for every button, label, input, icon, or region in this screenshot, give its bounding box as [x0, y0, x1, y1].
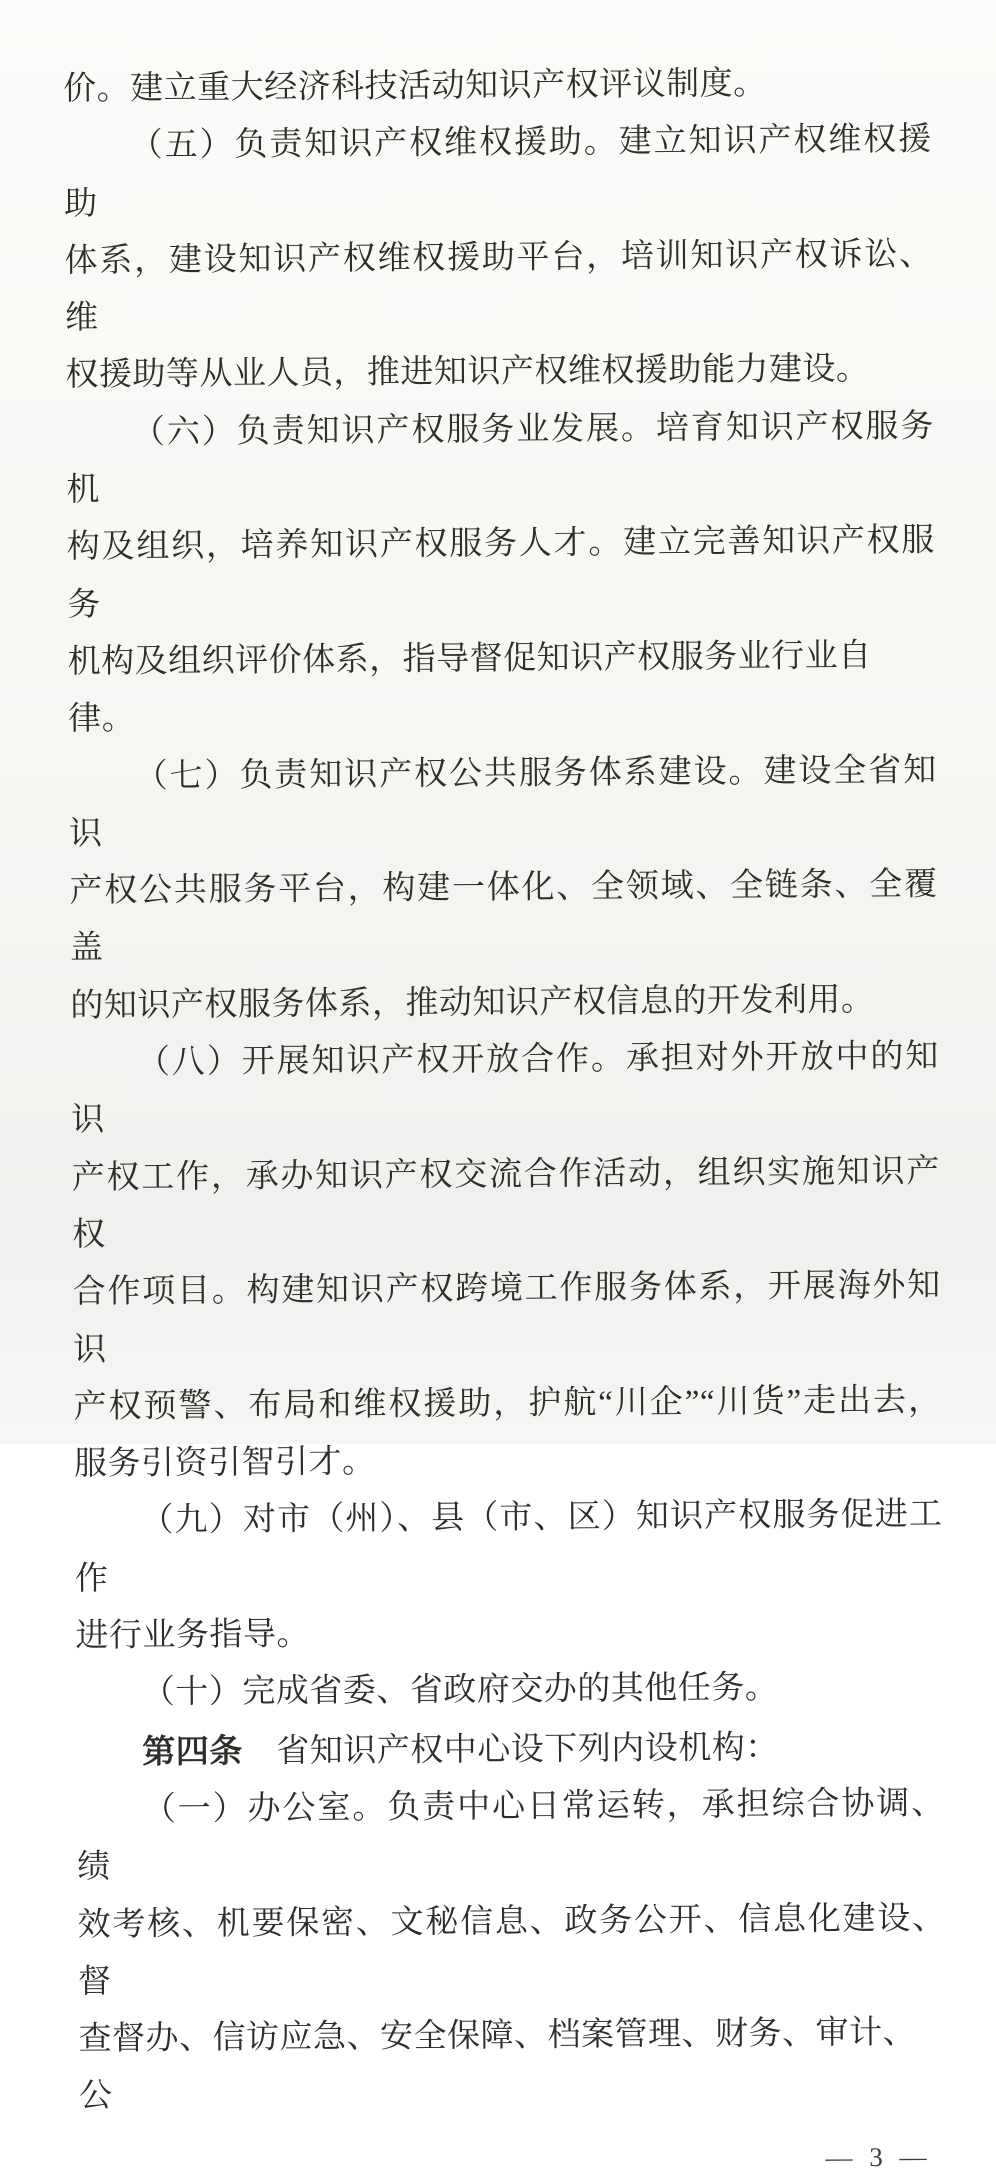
document-content [63, 55, 948, 2179]
text-segment: 省知识产权中心设下列内设机构： [242, 1729, 779, 1770]
paragraph [77, 1775, 948, 2126]
text-segment: 产权公共服务平台，构建一体化、全领域、全链条、全覆盖 [69, 866, 938, 967]
text-line [78, 2005, 947, 2126]
text-line [74, 1487, 943, 1608]
text-line [75, 1602, 943, 1666]
text-segment: （七）负责知识产权公共服务体系建设。建设全省知识 [68, 752, 937, 853]
text-segment: 的知识产权服务体系，推动知识产权信息的开发利用。 [70, 981, 875, 1025]
text-line [73, 1372, 941, 1436]
text-segment: 机构及组织评价体系，指导督促知识产权服务业行业自律。 [67, 638, 872, 738]
paragraph [76, 1716, 944, 1782]
text-line [72, 1258, 941, 1379]
text-line [72, 1143, 941, 1264]
paragraph [68, 742, 938, 1035]
text-line [77, 1775, 946, 1896]
page-number: — 3 — [825, 2141, 932, 2173]
text-segment: 价。建立重大经济科技活动知识产权评议制度。 [63, 65, 767, 108]
text-segment: 服务引资引智引才。 [73, 1444, 376, 1483]
text-segment: （一）办公室。负责中心日常运转，承担综合协调、绩 [77, 1785, 945, 1886]
text-segment: 查督办、信访应急、安全保障、档案管理、财务、审计、公 [78, 2014, 917, 2115]
paragraph [66, 398, 937, 749]
text-line [63, 55, 931, 119]
text-segment: （八）开展知识产权开放合作。承担对外开放中的知识 [71, 1038, 939, 1139]
page-footer [79, 2141, 947, 2179]
text-line [77, 1890, 946, 2011]
text-segment: （六）负责知识产权服务业发展。培育知识产权服务机 [66, 408, 935, 509]
paragraph [76, 1659, 944, 1723]
text-segment: 权援助等从业人员，推进知识产权维权援助能力建设。 [65, 351, 870, 394]
text-line [76, 1716, 944, 1782]
text-line [63, 112, 932, 233]
text-line [69, 857, 938, 978]
text-line [68, 628, 937, 749]
text-line [74, 1430, 942, 1494]
text-line [71, 1029, 940, 1150]
text-line [64, 226, 933, 347]
text-segment: 进行业务指导。 [75, 1616, 311, 1655]
text-segment: （五）负责知识产权维权援助。建立知识产权维权援助 [63, 121, 932, 222]
text-line [66, 398, 935, 519]
text-segment: 效考核、机要保密、文秘信息、政务公开、信息化建设、督 [77, 1900, 946, 2001]
paragraph [63, 55, 931, 119]
paragraph [74, 1487, 943, 1666]
paragraph [63, 112, 933, 405]
text-segment: （九）对市（州）、县（市、区）知识产权服务促进工作 [74, 1496, 943, 1598]
text-segment: 产权工作，承办知识产权交流合作活动，组织实施知识产权 [71, 1153, 940, 1254]
text-line [67, 513, 936, 634]
text-segment: 产权预警、布局和维权援助，护航“川企”“川货”走出去， [73, 1382, 942, 1426]
paragraph [71, 1029, 943, 1494]
document-body [63, 55, 947, 2126]
text-segment: （十）完成省委、省政府交办的其他任务。 [141, 1670, 779, 1712]
text-segment: 合作项目。构建知识产权跨境工作服务体系，开展海外知识 [72, 1267, 941, 1368]
text-line [70, 971, 938, 1035]
text-segment: 构及组织，培养知识产权服务人才。建立完善知识产权服务 [66, 522, 935, 624]
text-line [76, 1659, 944, 1723]
article-number-bold: 第四条 [142, 1731, 243, 1770]
text-line [68, 742, 937, 863]
text-line [65, 341, 933, 405]
text-segment: 体系，建设知识产权维权援助平台，培训知识产权诉讼、维 [64, 236, 933, 337]
